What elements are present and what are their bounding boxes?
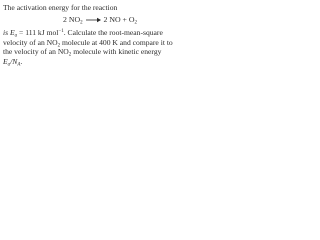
paragraph-line-1: is $E_a = 111$ kJ mol$^{-1}$. Calculate the root-mean-square bbox=[3, 28, 163, 39]
reaction-equation bbox=[0, 15, 200, 25]
products: 2 NO + $O_2$ bbox=[103, 15, 138, 26]
paragraph-line-4: $E_a/N_A$. bbox=[3, 56, 23, 67]
paragraph-line-2: velocity of an $NO_2$ molecule at 400 K and compare it to bbox=[3, 37, 173, 48]
question-paragraph bbox=[3, 28, 191, 66]
reaction-arrow-icon bbox=[86, 17, 101, 23]
reactant: 2 $NO_2$ bbox=[62, 15, 83, 26]
document-page bbox=[0, 0, 200, 77]
intro-text: The activation energy for the reaction bbox=[3, 3, 118, 12]
paragraph-line-3: the velocity of an $NO_2$ molecule with kinetic energy bbox=[3, 47, 162, 58]
